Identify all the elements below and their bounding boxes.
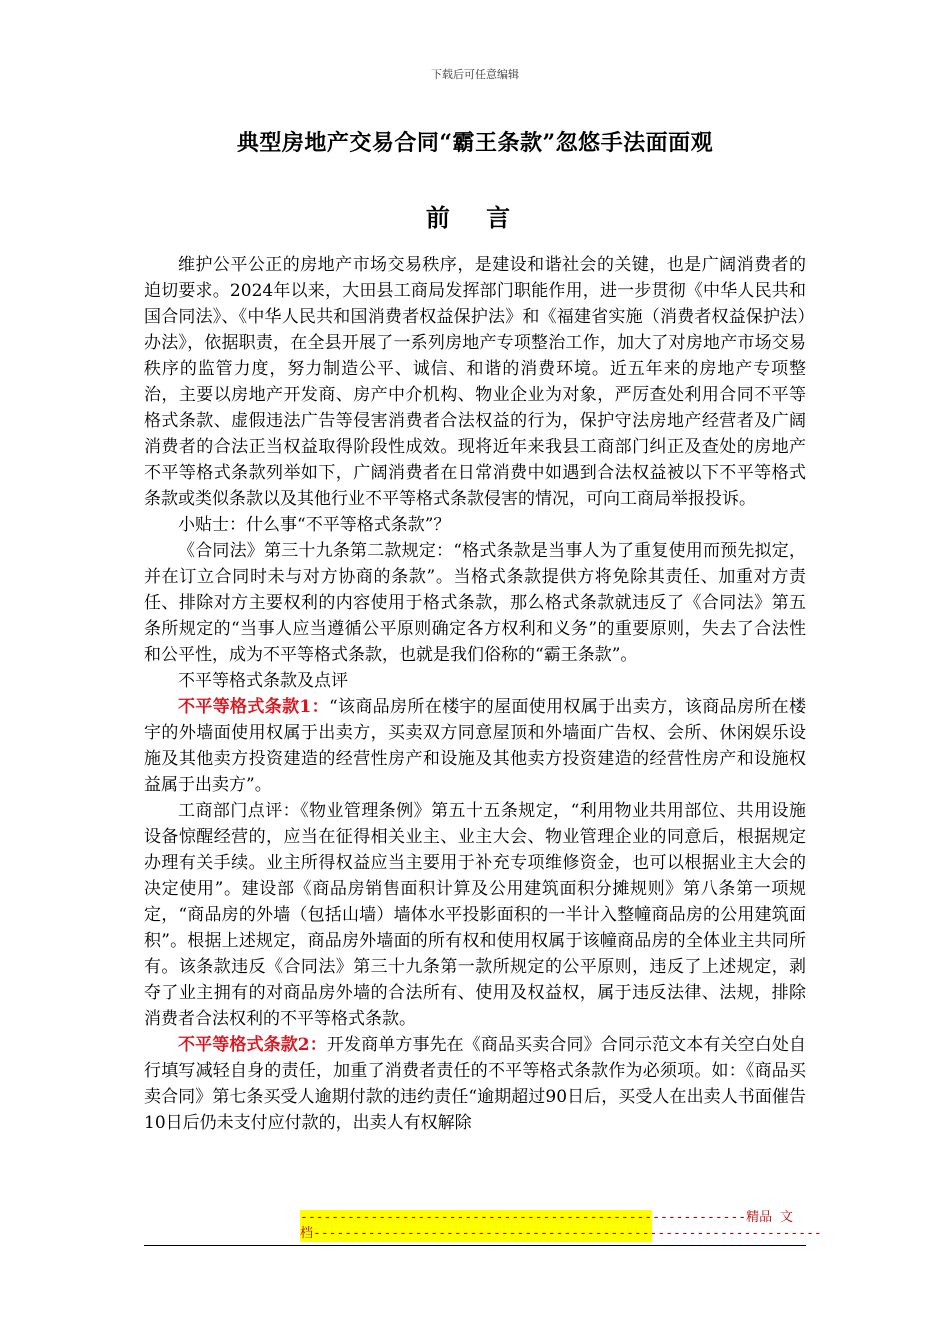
footer-row-1: ---------------------------------------------------------精品 文 bbox=[300, 1210, 793, 1225]
document-body bbox=[144, 252, 806, 1136]
clause-2-label: 不平等格式条款2： bbox=[178, 1035, 327, 1055]
paragraph-intro: 维护公平公正的房地产市场交易秩序，是建设和谐社会的关键，也是广阔消费者的迫切要求。2024年以来，大田县工商局发挥部门职能作用，进一步贯彻《中华人民共和国合同法》、《中华人民共和国消费者权益保护法》和《福建省实施（消费者权益保护法）办法》，依据职责，在全县开展了一系列房地产专项整治工作，加大了对房地产市场交易秩序的监管力度，努力制造公平、诚信、和谐的消费环境。近五年来的房地产专项整治，主要以房地产开发商、房产中介机构、物业企业为对象，严厉查处利用合同不平等格式条款、虚假违法广告等侵害消费者合法权益的行为，保护守法房地产经营者及广阔消费者的合法正当权益取得阶段性成效。现将近年来我县工商部门纠正及查处的房地产不平等格式条款列举如下，广阔消费者在日常消费中如遇到合法权益被以下不平等格式条款或类似条款以及其他行业不平等格式条款侵害的情况，可向工商局举报投诉。 bbox=[144, 255, 806, 509]
paragraph-clause-1 bbox=[144, 694, 806, 798]
footer-divider bbox=[144, 1245, 806, 1246]
paragraph-clause-2 bbox=[144, 1032, 806, 1136]
footer-row-2: 档----------------------------------------------------------------- bbox=[300, 1226, 822, 1241]
download-note: 下载后可任意编辑 bbox=[431, 68, 519, 81]
footer-watermark bbox=[300, 1210, 822, 1242]
paragraph-tip-question: 小贴士：什么事“不平等格式条款”？ bbox=[178, 515, 451, 535]
clause-2-text: 开发商单方事先在《商品买卖合同》合同示范文本有关空白处自行填写减轻自身的责任，加重了消费者责任的不平等格式条款作为必须项。如：《商品买卖合同》第七条买受人逾期付款的违约责任“逾期超过90日后，买受人在出卖人书面催告10日后仍未支付应付款的，出卖人有权解除 bbox=[144, 1035, 806, 1133]
paragraph-clauses-heading: 不平等格式条款及点评 bbox=[178, 671, 348, 691]
paragraph-contract-law: 《合同法》第三十九条第二款规定：“格式条款是当事人为了重复使用而预先拟定，并在订立合同时未与对方协商的条款”。当格式条款提供方将免除其责任、加重对方责任、排除对方主要权利的内容使用于格式条款，那么格式条款就违反了《合同法》第五条所规定的“当事人应当遵循公平原则确定各方权利和义务”的重要原则，失去了合法性和公平性，成为不平等格式条款，也就是我们俗称的“霸王条款”。 bbox=[144, 541, 806, 665]
clause-1-label: 不平等格式条款1： bbox=[178, 697, 329, 717]
document-title: 典型房地产交易合同“霸王条款”忽悠手法面面观 bbox=[236, 130, 714, 156]
clause-1-text: “该商品房所在楼宇的屋面使用权属于出卖方，该商品房所在楼宇的外墙面使用权属于出卖方，买卖双方同意屋顶和外墙面广告权、会所、休闲娱乐设施及其他卖方投资建造的经营性房产和设施及其他卖方投资建造的经营性房产和设施权益属于出卖方”。 bbox=[144, 697, 806, 795]
paragraph-commentary-1: 工商部门点评：《物业管理条例》第五十五条规定，“利用物业共用部位、共用设施设备惊醒经营的，应当在征得相关业主、业主大会、物业管理企业的同意后，根据规定办理有关手续。业主所得权益应当主要用于补充专项维修资金，也可以根据业主大会的决定使用”。建设部《商品房销售面积计算及公用建筑面积分摊规则》第八条第一项规定，“商品房的外墙（包括山墙）墙体水平投影面积的一半计入整幢商品房的公用建筑面积”。根据上述规定，商品房外墙面的所有权和使用权属于该幢商品房的全体业主共同所有。该条款违反《合同法》第三十九条第一款所规定的公平原则，违反了上述规定，剥夺了业主拥有的对商品房外墙的合法所有、使用及权益权，属于违反法律、法规，排除消费者合法权利的不平等格式条款。 bbox=[144, 801, 806, 1029]
section-title-preface: 前 言 bbox=[425, 203, 525, 232]
